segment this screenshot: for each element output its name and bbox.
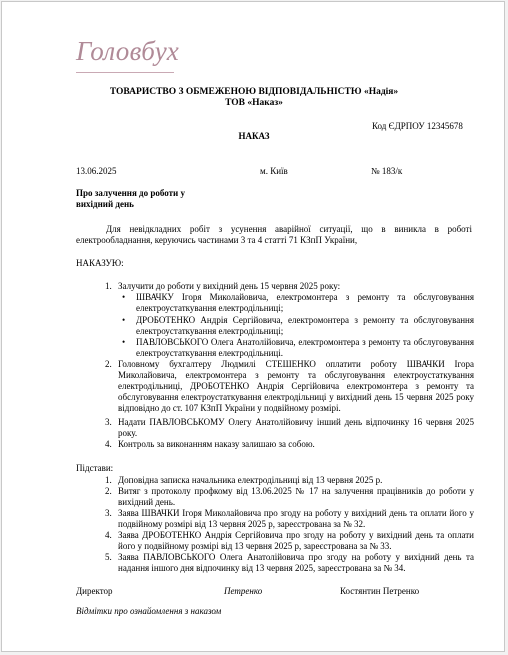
company-logo: Головбух	[76, 36, 179, 66]
subject-line-1: Про залучення до роботи у	[76, 188, 185, 198]
ground-item-4: Заява ДРОБОТЕНКО Андрія Сергійовича про згоду на роботу у вихідний день та оплати його у подвійному розмірі від 13 червня 2025 р, зареєстрована за № 33.	[118, 530, 474, 551]
company-name: ТОВАРИСТВО З ОБМЕЖЕНОЮ ВІДПОВІДАЛЬНІСТЮ «Надія»	[109, 87, 399, 97]
ground-item-2: Витяг з протоколу профкому від 13.06.2025 № 17 на залучення працівників до роботи у вихідний день.	[118, 486, 474, 507]
order-item-1: Залучити до роботи у вихідний день 15 червня 2025 року:	[118, 281, 341, 291]
order-number-2: 2.	[105, 359, 112, 369]
bullet-icon: •	[122, 337, 126, 347]
employee-item-3: ПАВЛОВСЬКОГО Олега Анатолійовича, електромонтера з ремонту та обслуговування електроустаткування електродільниці.	[136, 337, 474, 358]
ground-item-5: Заява ПАВЛОВСЬКОГО Олега Анатолійовича про згоду на роботу у вихідний день та надання іншого дня відпочинку від 13 червня 2025, зареєстрована за № 34.	[118, 552, 474, 573]
logo-underline	[76, 72, 174, 73]
document-page	[1, 1, 505, 652]
employee-item-2: ДРОБОТЕНКО Андрія Сергійовича, електромонтера з ремонту та обслуговування електроустаткування електродільниці;	[136, 315, 474, 336]
ground-number-1: 1.	[105, 475, 112, 485]
employee-item-1: ШВАЧКУ Ігоря Миколайовича, електромонтера з ремонту та обслуговування електроустаткування електродільниці;	[136, 292, 474, 313]
subject-line-2: вихідний день	[76, 199, 134, 209]
signature-role: Директор	[76, 586, 113, 596]
signature-mark: Петренко	[224, 586, 263, 596]
order-item-3: Надати ПАВЛОВСЬКОМУ Олегу Анатолійовичу інший день відпочинку 16 червня 2025 року.	[118, 417, 474, 438]
order-date: 13.06.2025	[76, 166, 117, 176]
ground-number-5: 5.	[105, 552, 112, 562]
order-number: № 183/к	[371, 166, 403, 176]
ground-number-3: 3.	[105, 508, 112, 518]
signature-name: Костянтин Петренко	[340, 586, 420, 596]
acknowledgement-note: Відмітки про ознайомлення з наказом	[76, 606, 222, 616]
order-city: м. Київ	[260, 166, 288, 176]
company-short-name: ТОВ «Наказ»	[225, 98, 283, 108]
intro-paragraph: Для невідкладних робіт з усунення аварійної ситуації, що в виникла в роботі електрообладнання, керуючись частинами 3 та 4 статті 71 КЗпП України,	[76, 224, 472, 245]
document-title: НАКАЗ	[238, 131, 270, 141]
order-number-4: 4.	[105, 439, 112, 449]
company-code: Код ЄДРПОУ 12345678	[372, 121, 463, 131]
bullet-icon: •	[122, 292, 126, 302]
order-number-1: 1.	[105, 281, 112, 291]
ground-number-2: 2.	[105, 486, 112, 496]
order-number-3: 3.	[105, 417, 112, 427]
bullet-icon: •	[122, 315, 126, 325]
order-item-4: Контроль за виконанням наказу залишаю за собою.	[118, 439, 315, 449]
order-word: НАКАЗУЮ:	[76, 258, 124, 268]
grounds-word: Підстави:	[76, 463, 114, 473]
ground-item-3: Заява ШВАЧКИ Ігоря Миколайовича про згоду на роботу у вихідний день та оплати його у подвійному розмірі від 13 червня 2025 р, зареєстрована за № 32.	[118, 508, 474, 529]
order-item-2: Головному бухгалтеру Людмилі СТЕШЕНКО оплатити роботу ШВАЧКИ Ігора Миколайовича, електромонтера з ремонту та обслуговування електроустаткування електродільниці, ДРОБОТЕНКО Андрія Сергійовича електромонтера з ремонту та обслуговування електроустаткування електродільниці у вихідний день 15 червня 2025 року відповідно до ст. 107 КЗпП України у подвійному розмірі.	[118, 359, 474, 413]
ground-item-1: Доповідна записка начальника електродільниці від 13 червня 2025 р.	[118, 475, 383, 485]
ground-number-4: 4.	[105, 530, 112, 540]
